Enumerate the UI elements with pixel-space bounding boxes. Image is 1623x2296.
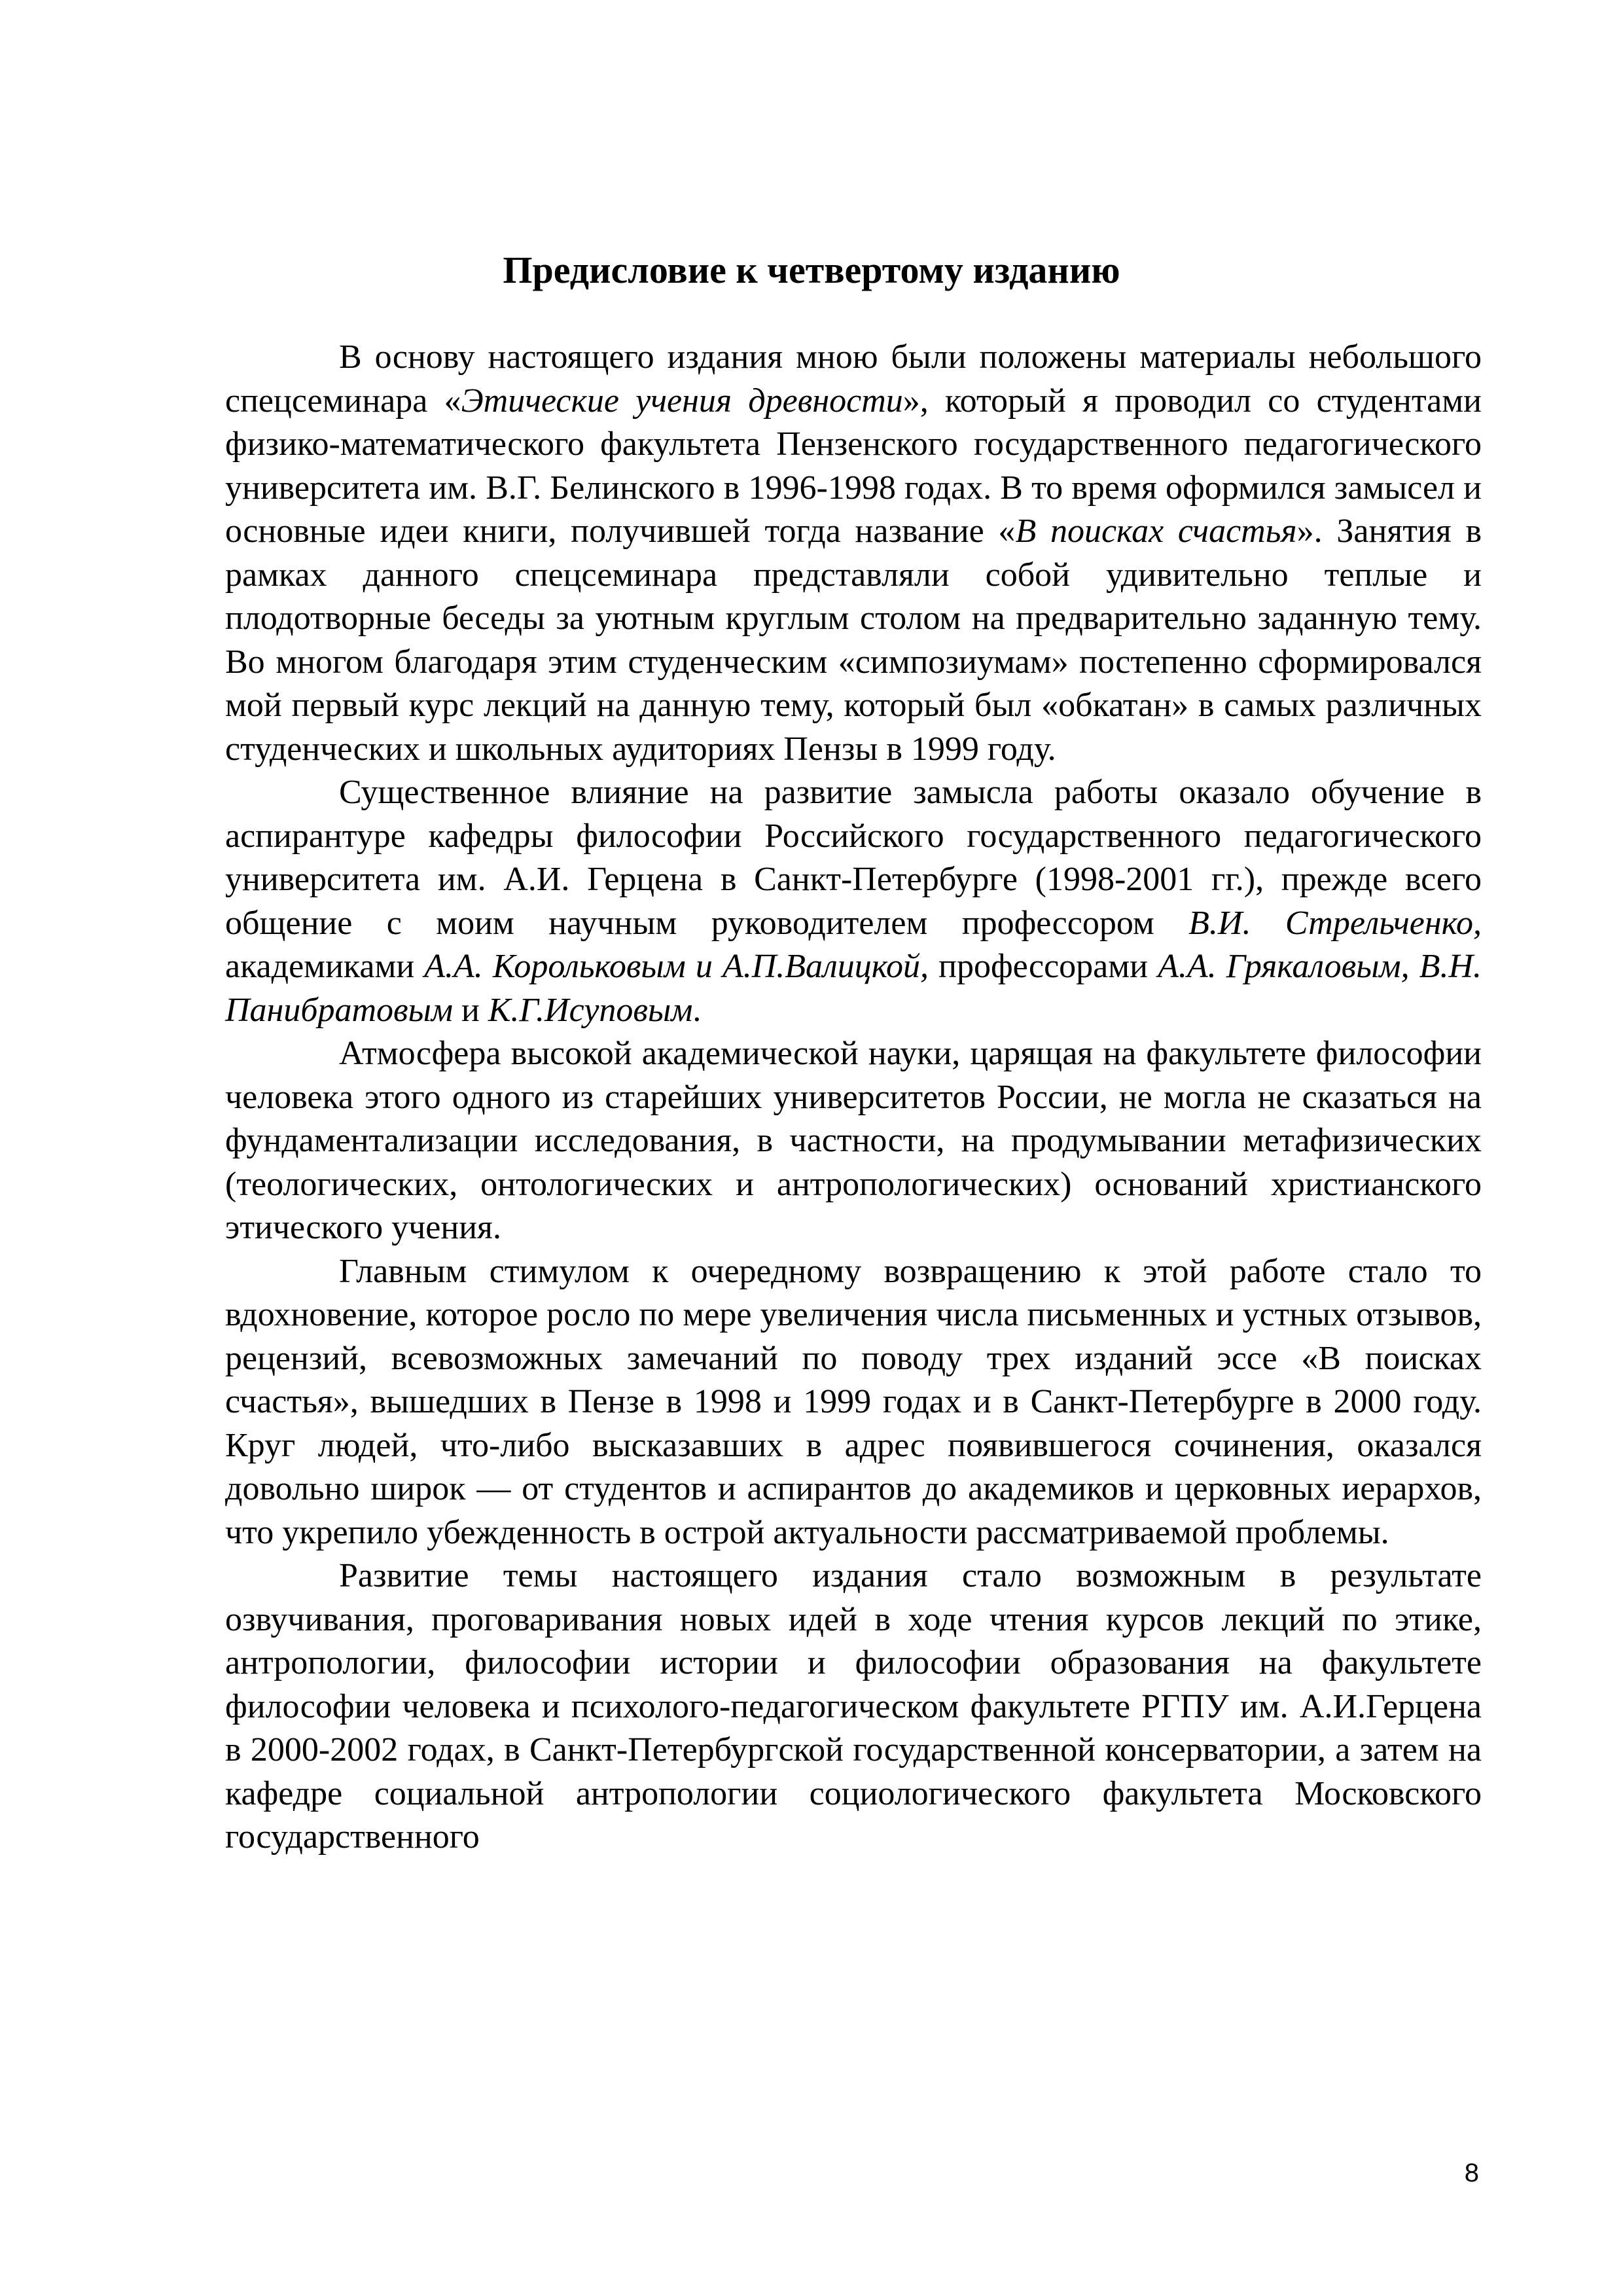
italic-text: К.Г.Исуповым bbox=[488, 991, 693, 1029]
text-run: В основу настоящего издания мною были положены материалы небольшого спецсеминара « bbox=[225, 338, 1482, 420]
page-number: 8 bbox=[1464, 2159, 1479, 2187]
paragraph bbox=[225, 1250, 1482, 1555]
text-run: », который я проводил со студентами физико-математического факультета Пензенского государственного педагогического университета им. В.Г. Белинского в 1996-1998 годах. В то время оформился замысел и основные идеи книги, получившей тогда название « bbox=[225, 382, 1482, 550]
paragraph bbox=[225, 336, 1482, 771]
text-run: . bbox=[692, 991, 702, 1029]
body-text bbox=[225, 336, 1482, 1859]
text-run: Атмосфера высокой академической науки, царящая на факультете философии человека этого одного из старейших университетов России, не могла не сказаться на фундаментализации исследования, в частности, на продумывании метафизических (теологических, онтологических и антропологических) оснований христианского этического учения. bbox=[225, 1035, 1482, 1246]
italic-text: В поисках счастья bbox=[1015, 512, 1297, 550]
text-run: Главным стимулом к очередному возвращению к этой работе стало то вдохновение, которое росло по мере увеличения числа письменных и устных отзывов, рецензий, всевозможных замечаний по поводу трех изданий эссе «В поисках счастья», вышедших в Пензе в 1998 и 1999 годах и в Санкт-Петербурге в 2000 году. Круг людей, что-либо высказавших в адрес появившегося сочинения, оказался довольно широк — от студентов и аспирантов до академиков и церковных иерархов, что укрепило убежденность в острой актуальности рассматриваемой проблемы. bbox=[225, 1252, 1482, 1551]
paragraph bbox=[225, 771, 1482, 1032]
text-run: и bbox=[453, 991, 488, 1029]
text-run: академиками bbox=[225, 948, 425, 985]
paragraph bbox=[225, 1554, 1482, 1859]
text-run: Развитие темы настоящего издания стало возможным в результате озвучивания, проговаривания новых идей в ходе чтения курсов лекций по этике, антропологии, философии истории и философии образования на факультете философии человека и психолого-педагогическом факультете РГПУ им. А.И.Герцена в 2000-2002 годах, в Санкт-Петербургской государственной консерватории, а затем на кафедре социальной антропологии социологического факультета Московского государственного bbox=[225, 1557, 1482, 1856]
text-run: профессорами bbox=[929, 948, 1158, 985]
italic-text: Этические учения древности bbox=[461, 382, 903, 420]
page-title: Предисловие к четвертому изданию bbox=[503, 249, 1120, 291]
italic-text: А.А. Грякаловым, В.Н. Панибратовым bbox=[225, 948, 1482, 1029]
italic-text: В.И. Стрельченко, bbox=[1188, 904, 1482, 942]
text-run: Существенное влияние на развитие замысла работы оказало обучение в аспирантуре кафедры философии Российского государственного педагогического университета им. А.И. Герцена в Санкт-Петербурге (1998-2001 гг.), прежде всего общение с моим научным руководителем профессором bbox=[225, 774, 1482, 942]
paragraph bbox=[225, 1032, 1482, 1250]
text-run: ». Занятия в рамках данного спецсеминара представляли собой удивительно теплые и плодотворные беседы за уютным круглым столом на предварительно заданную тему. Во многом благодаря этим студенческим «симпозиумам» постепенно сформировался мой первый курс лекций на данную тему, который был «обкатан» в самых различных студенческих и школьных аудиториях Пензы в 1999 году. bbox=[225, 512, 1482, 768]
italic-text: А.А. Корольковым и А.П.Валицкой, bbox=[424, 948, 929, 985]
